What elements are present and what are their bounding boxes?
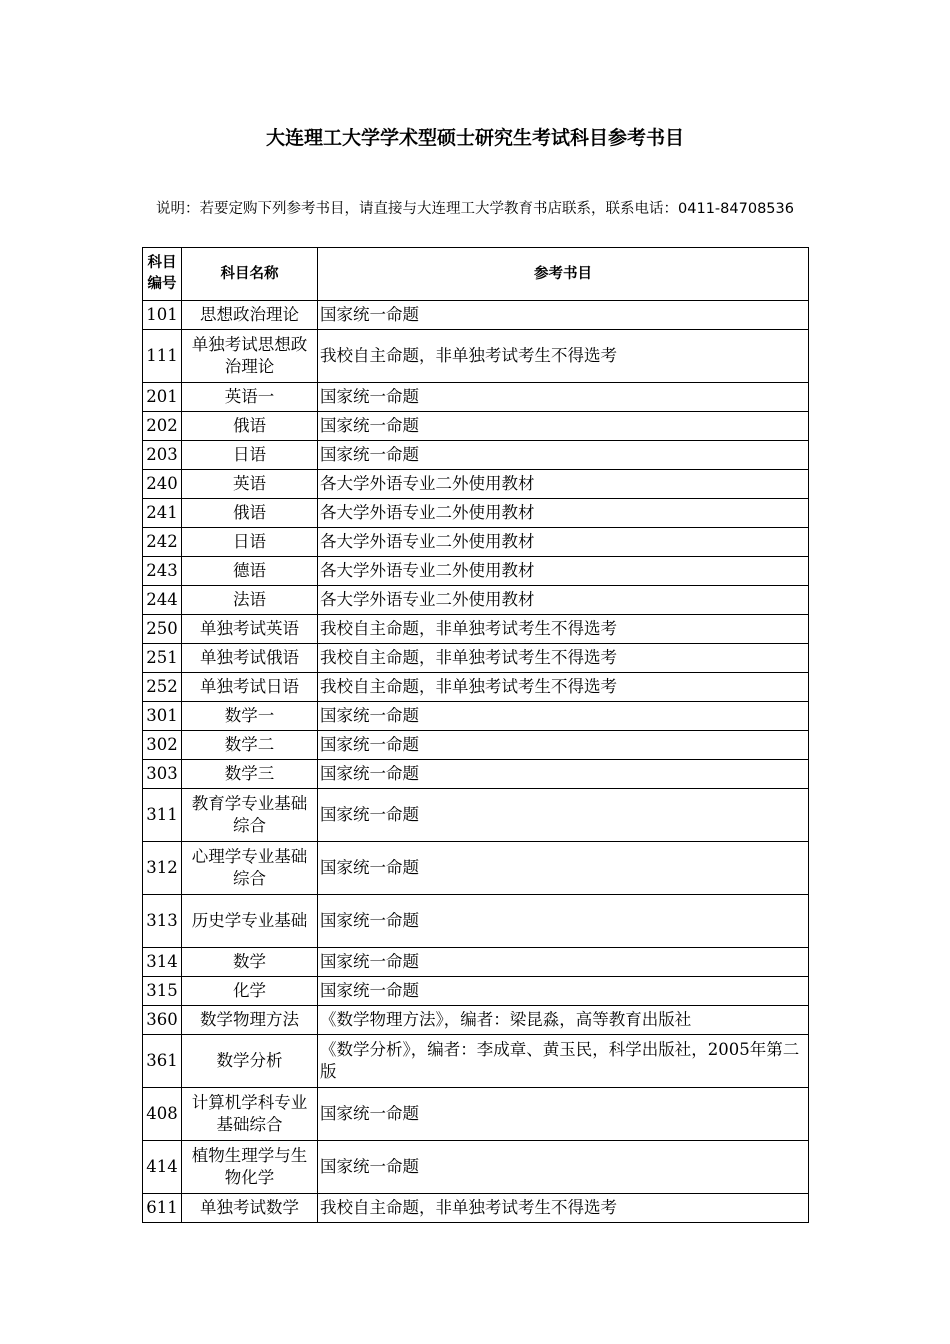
table-row (143, 499, 809, 528)
table-row (143, 615, 809, 644)
reference-book: 国家统一命题 (318, 977, 809, 1006)
reference-book: 各大学外语专业二外使用教材 (318, 586, 809, 615)
subject-code: 244 (143, 586, 182, 615)
subject-code: 312 (143, 842, 182, 895)
table-row (143, 301, 809, 330)
reference-book: 国家统一命题 (318, 1141, 809, 1194)
table-row (143, 383, 809, 412)
reference-book: 国家统一命题 (318, 441, 809, 470)
reference-book: 国家统一命题 (318, 842, 809, 895)
subject-name: 历史学专业基础 (182, 895, 318, 948)
subject-name: 数学物理方法 (182, 1006, 318, 1035)
reference-book: 国家统一命题 (318, 731, 809, 760)
reference-book-table (142, 247, 809, 1223)
subject-name: 数学一 (182, 702, 318, 731)
reference-book: 各大学外语专业二外使用教材 (318, 528, 809, 557)
subject-code: 315 (143, 977, 182, 1006)
subject-code: 314 (143, 948, 182, 977)
reference-book: 我校自主命题，非单独考试考生不得选考 (318, 1194, 809, 1223)
table-row (143, 441, 809, 470)
table-row (143, 842, 809, 895)
subject-code: 243 (143, 557, 182, 586)
table-row (143, 1035, 809, 1088)
subject-name: 植物生理学与生物化学 (182, 1141, 318, 1194)
subject-name: 单独考试思想政治理论 (182, 330, 318, 383)
reference-book: 各大学外语专业二外使用教材 (318, 470, 809, 499)
table-row (143, 1088, 809, 1141)
table-row (143, 412, 809, 441)
subject-name: 化学 (182, 977, 318, 1006)
subject-code: 302 (143, 731, 182, 760)
subject-code: 313 (143, 895, 182, 948)
reference-book: 国家统一命题 (318, 789, 809, 842)
reference-book: 我校自主命题，非单独考试考生不得选考 (318, 330, 809, 383)
subject-code: 203 (143, 441, 182, 470)
reference-book: 各大学外语专业二外使用教材 (318, 557, 809, 586)
subject-code: 202 (143, 412, 182, 441)
subject-code: 361 (143, 1035, 182, 1088)
subject-name: 单独考试日语 (182, 673, 318, 702)
subject-name: 计算机学科专业基础综合 (182, 1088, 318, 1141)
reference-book: 我校自主命题，非单独考试考生不得选考 (318, 615, 809, 644)
subject-name: 单独考试数学 (182, 1194, 318, 1223)
subject-code: 301 (143, 702, 182, 731)
table-row (143, 586, 809, 615)
subject-code: 311 (143, 789, 182, 842)
reference-book: 《数学分析》，编者：李成章、黄玉民，科学出版社，2005年第二版 (318, 1035, 809, 1088)
table-row (143, 895, 809, 948)
subject-name: 法语 (182, 586, 318, 615)
subject-code: 111 (143, 330, 182, 383)
subject-name: 英语 (182, 470, 318, 499)
subject-name: 俄语 (182, 412, 318, 441)
reference-book: 《数学物理方法》，编者：梁昆淼，高等教育出版社 (318, 1006, 809, 1035)
subject-code: 303 (143, 760, 182, 789)
subject-name: 心理学专业基础综合 (182, 842, 318, 895)
subject-code: 251 (143, 644, 182, 673)
table-row (143, 528, 809, 557)
subject-name: 数学三 (182, 760, 318, 789)
reference-book: 国家统一命题 (318, 948, 809, 977)
order-note: 说明：若要定购下列参考书目，请直接与大连理工大学教育书店联系，联系电话：0411-84708536 (156, 201, 794, 217)
subject-name: 数学二 (182, 731, 318, 760)
page-title: 大连理工大学学术型硕士研究生考试科目参考书目 (265, 127, 684, 149)
subject-name: 教育学专业基础综合 (182, 789, 318, 842)
subject-code: 252 (143, 673, 182, 702)
table-row (143, 1194, 809, 1223)
subject-name: 单独考试俄语 (182, 644, 318, 673)
header-code: 科目编号 (143, 248, 182, 301)
table-row (143, 644, 809, 673)
table-row (143, 330, 809, 383)
subject-code: 241 (143, 499, 182, 528)
reference-book: 国家统一命题 (318, 412, 809, 441)
subject-code: 101 (143, 301, 182, 330)
table-row (143, 760, 809, 789)
table-row (143, 702, 809, 731)
reference-book: 我校自主命题，非单独考试考生不得选考 (318, 644, 809, 673)
subject-name: 单独考试英语 (182, 615, 318, 644)
header-reference: 参考书目 (318, 248, 809, 301)
subject-code: 201 (143, 383, 182, 412)
table-header-row (143, 248, 809, 301)
reference-book: 各大学外语专业二外使用教材 (318, 499, 809, 528)
subject-name: 英语一 (182, 383, 318, 412)
subject-name: 德语 (182, 557, 318, 586)
table-row (143, 557, 809, 586)
reference-book: 国家统一命题 (318, 383, 809, 412)
subject-name: 数学 (182, 948, 318, 977)
subject-code: 360 (143, 1006, 182, 1035)
reference-book: 国家统一命题 (318, 702, 809, 731)
subject-name: 思想政治理论 (182, 301, 318, 330)
reference-book: 国家统一命题 (318, 301, 809, 330)
reference-book: 国家统一命题 (318, 895, 809, 948)
table-row (143, 673, 809, 702)
table-row (143, 1006, 809, 1035)
reference-book: 我校自主命题，非单独考试考生不得选考 (318, 673, 809, 702)
subject-code: 611 (143, 1194, 182, 1223)
reference-book: 国家统一命题 (318, 1088, 809, 1141)
table-row (143, 948, 809, 977)
table-row (143, 470, 809, 499)
subject-name: 日语 (182, 528, 318, 557)
subject-code: 408 (143, 1088, 182, 1141)
table-row (143, 731, 809, 760)
header-name: 科目名称 (182, 248, 318, 301)
subject-name: 数学分析 (182, 1035, 318, 1088)
subject-name: 俄语 (182, 499, 318, 528)
table-row (143, 977, 809, 1006)
subject-code: 250 (143, 615, 182, 644)
table-row (143, 1141, 809, 1194)
subject-code: 414 (143, 1141, 182, 1194)
subject-code: 240 (143, 470, 182, 499)
subject-name: 日语 (182, 441, 318, 470)
subject-code: 242 (143, 528, 182, 557)
reference-book: 国家统一命题 (318, 760, 809, 789)
table-row (143, 789, 809, 842)
